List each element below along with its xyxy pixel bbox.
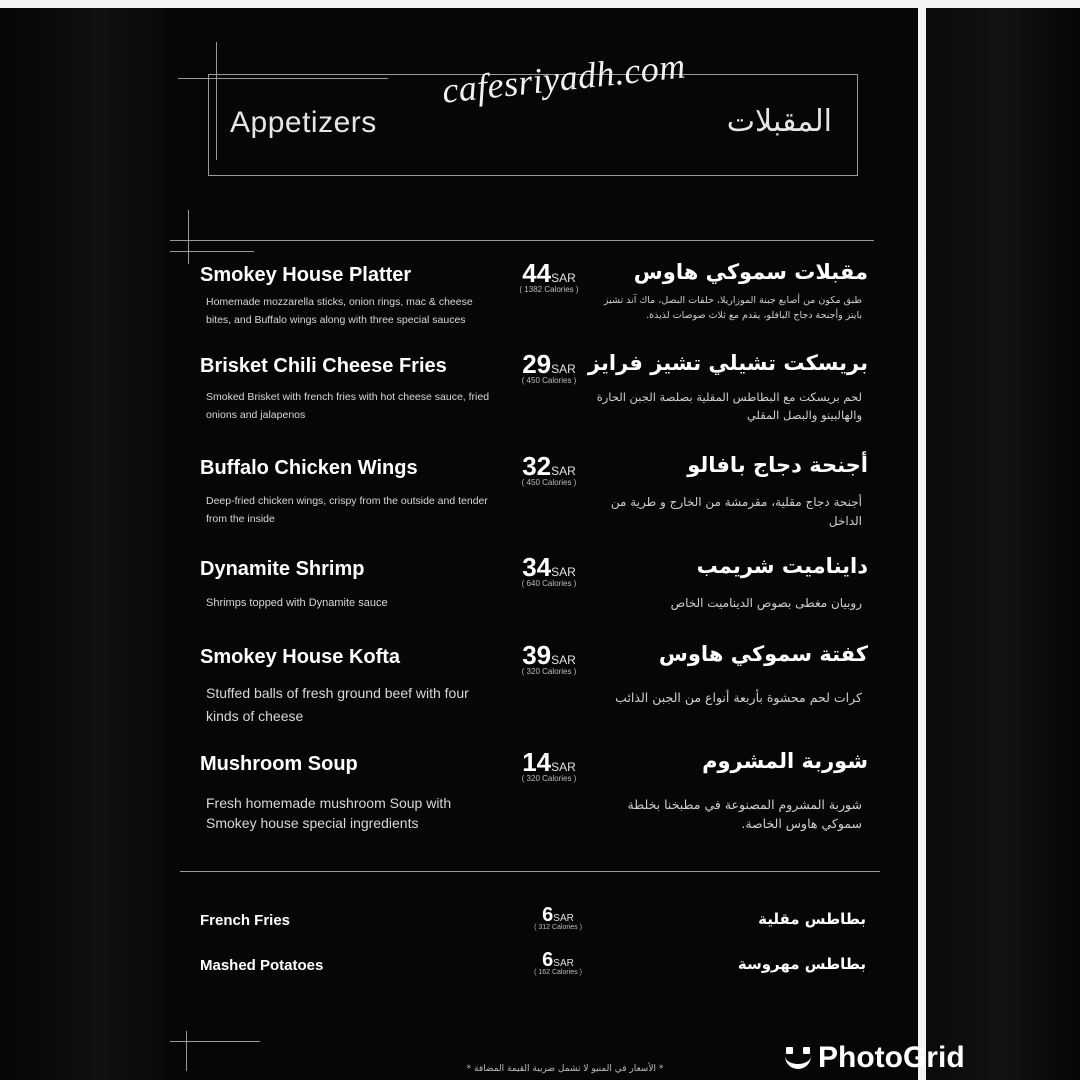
- item-desc-ar: شوربة المشروم المصنوعة في مطبخنا بخلطة سموكي هاوس الخاصة.: [627, 797, 862, 832]
- brand-name: PhotoGrid: [818, 1041, 965, 1074]
- price-value: 34: [522, 552, 552, 582]
- price-currency: SAR: [551, 271, 576, 285]
- divider: [170, 240, 874, 241]
- item-price: [514, 747, 584, 783]
- item-price: [514, 640, 584, 676]
- item-name-ar: داينامیت شريمب: [696, 554, 868, 578]
- item-name-ar: مقبلات سموكي هاوس: [633, 260, 868, 284]
- price-value: 6: [542, 904, 554, 926]
- watermark: cafesriyadh.com: [440, 45, 688, 111]
- divider: [188, 210, 189, 264]
- calories: ( 640 Calories ): [521, 579, 577, 588]
- side-name-ar: بطاطس مقلية: [758, 910, 866, 928]
- price-value: 32: [522, 451, 552, 481]
- price-currency: SAR: [551, 565, 576, 579]
- item-desc-ar: لحم بريسكت مع البطاطس المقلية بصلصة الجبن الحارة والهالبينو والبصل المقلي: [596, 390, 862, 422]
- side-name-en: Mashed Potatoes: [200, 957, 324, 974]
- calories: ( 450 Calories ): [521, 478, 577, 487]
- item-price: [514, 552, 584, 588]
- item-desc-ar: كرات لحم محشوة بأربعة أنواع من الجبن الذائب: [615, 690, 862, 705]
- price-currency: SAR: [551, 653, 576, 667]
- calories: ( 312 Calories ): [534, 924, 582, 931]
- price-currency: SAR: [551, 760, 576, 774]
- item-desc-en: Smoked Brisket with french fries with hot cheese sauce, fried onions and jalapenos: [206, 391, 490, 421]
- calories: ( 162 Calories ): [534, 969, 582, 976]
- item-name-en: Smokey House Platter: [200, 264, 412, 286]
- divider: [170, 1041, 260, 1042]
- item-price: [514, 451, 584, 487]
- calories: ( 450 Calories ): [521, 376, 577, 385]
- calories: ( 320 Calories ): [521, 667, 577, 676]
- price-value: 39: [522, 640, 552, 670]
- price-currency: SAR: [553, 913, 574, 924]
- item-desc-ar: روبيان مغطى بصوص الديناميت الخاص: [670, 596, 862, 610]
- item-desc-ar: طبق مكون من أصابع جبنة الموزاريلا، حلقات البصل، ماك آند تشيز بايتز وأجنحة دجاج البافلو، يقدم مع ثلاث صوصات لذيذة.: [603, 295, 862, 321]
- item-name-ar: كفتة سموكي هاوس: [658, 642, 868, 666]
- price-value: 6: [542, 949, 554, 971]
- divider: [170, 251, 254, 252]
- side-price: [528, 949, 588, 976]
- item-name-en: Dynamite Shrimp: [200, 558, 365, 580]
- vat-footnote: * الأسعار في المنيو لا تشمل ضريبة القيمة المضافة *: [466, 1064, 664, 1074]
- item-name-ar: بريسكت تشيلي تشيز فرايز: [587, 351, 868, 375]
- item-desc-en: Shrimps topped with Dynamite sauce: [206, 597, 388, 609]
- side-name-ar: بطاطس مهروسة: [737, 955, 866, 973]
- item-name-en: Smokey House Kofta: [200, 646, 401, 668]
- item-name-ar: أجنحة دجاج بافالو: [687, 453, 868, 477]
- item-desc-en: Fresh homemade mushroom Soup with Smokey house special ingredients: [206, 795, 452, 832]
- price-currency: SAR: [553, 958, 574, 969]
- calories: ( 1382 Calories ): [519, 285, 579, 294]
- item-name-en: Brisket Chili Cheese Fries: [200, 355, 447, 377]
- item-price: [514, 258, 584, 294]
- item-desc-en: Deep-fried chicken wings, crispy from the outside and tender from the inside: [206, 495, 488, 525]
- price-value: 14: [522, 747, 552, 777]
- item-desc-ar: أجنحة دجاج مقلية، مقرمشة من الخارج و طرية من الداخل: [610, 495, 862, 528]
- price-currency: SAR: [551, 464, 576, 478]
- price-value: 29: [522, 349, 552, 379]
- photogrid-smile-icon: [784, 1044, 812, 1072]
- price-value: 44: [522, 258, 552, 288]
- price-currency: SAR: [551, 362, 576, 376]
- side-name-en: French Fries: [200, 912, 291, 929]
- photogrid-logo: [784, 1041, 965, 1075]
- blurred-background-left: [0, 0, 165, 1080]
- item-price: [514, 349, 584, 385]
- divider: [186, 1031, 187, 1071]
- side-price: [528, 904, 588, 931]
- divider: [180, 871, 880, 872]
- section-title-en: Appetizers: [230, 106, 377, 139]
- blurred-background-right: [920, 0, 1080, 1080]
- item-desc-en: Stuffed balls of fresh ground beef with four kinds of cheese: [206, 685, 469, 725]
- item-name-en: Buffalo Chicken Wings: [200, 457, 418, 479]
- item-name-ar: شوربة المشروم: [702, 749, 868, 773]
- item-name-en: Mushroom Soup: [200, 753, 358, 775]
- item-desc-en: Homemade mozzarella sticks, onion rings, mac & cheese bites, and Buffalo wings along with three special sauces: [206, 296, 473, 326]
- section-title-ar: المقبلات: [726, 104, 832, 139]
- calories: ( 320 Calories ): [521, 774, 577, 783]
- right-border: [918, 0, 926, 1080]
